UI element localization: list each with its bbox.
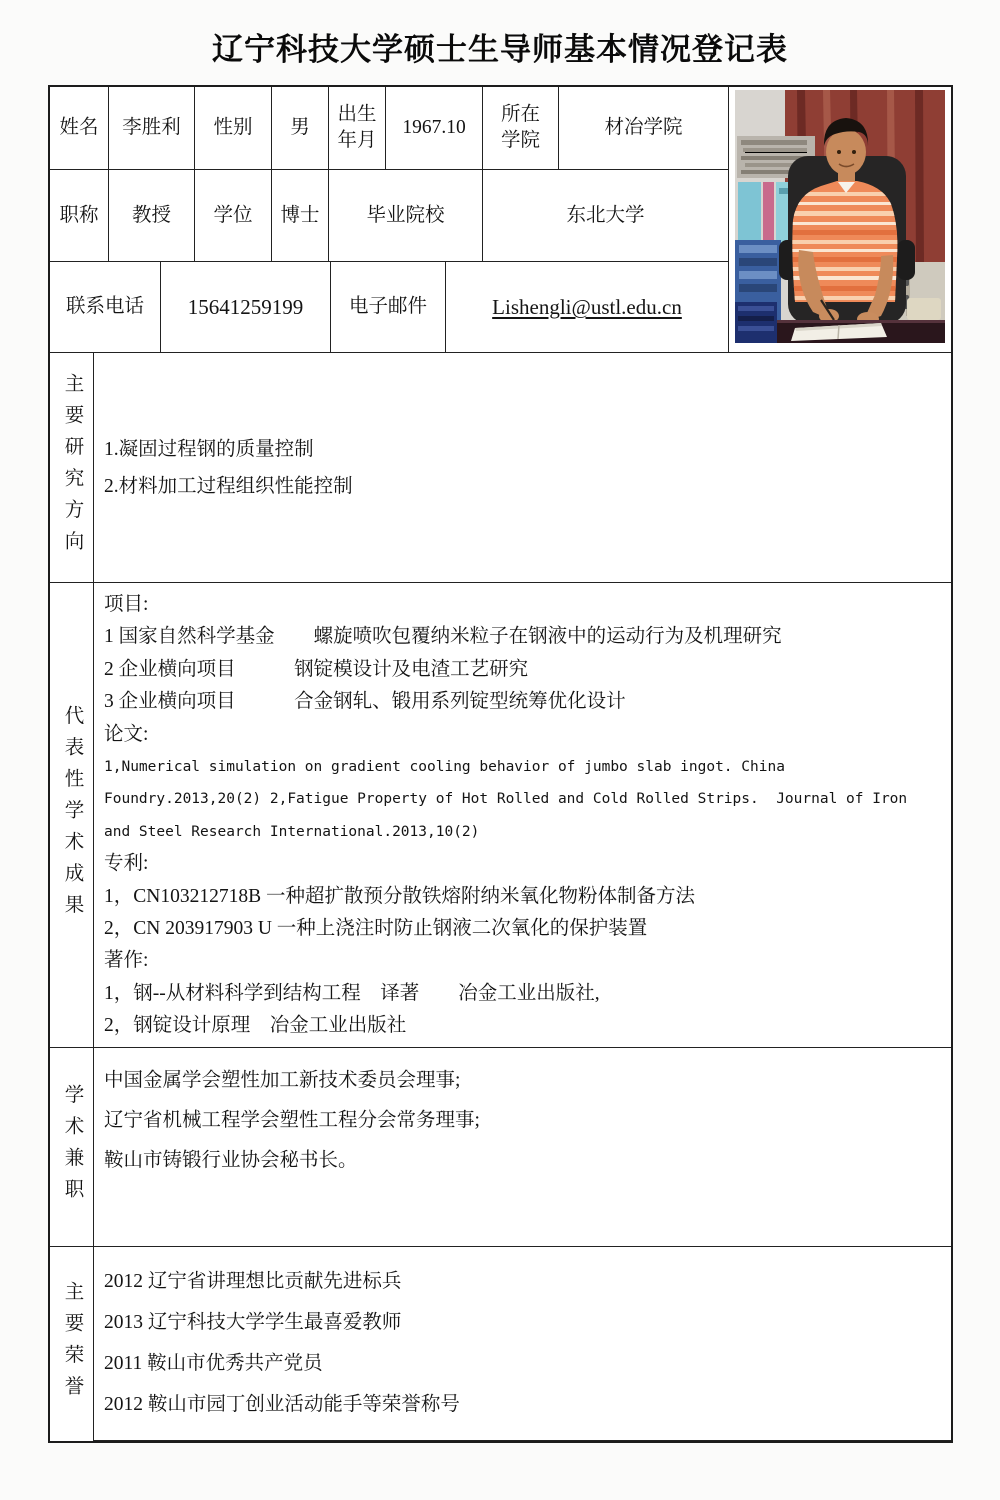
degree-value: 博士 bbox=[272, 170, 329, 262]
phone-label: 联系电话 bbox=[50, 262, 161, 353]
school-value: 东北大学 bbox=[483, 170, 729, 262]
phone-value: 15641259199 bbox=[161, 262, 331, 353]
email-value bbox=[446, 262, 729, 353]
college-value: 材冶学院 bbox=[559, 87, 729, 170]
email-label: 电子邮件 bbox=[331, 262, 446, 353]
birth-label: 出生年月 bbox=[329, 87, 386, 170]
text-line: 2012 辽宁省讲理想比贡献先进标兵 bbox=[104, 1271, 402, 1292]
text-line: 2012 鞍山市园丁创业活动能手等荣誉称号 bbox=[104, 1394, 460, 1415]
text-line: 鞍山市铸锻行业协会秘书长。 bbox=[104, 1150, 358, 1171]
gender-value: 男 bbox=[272, 87, 329, 170]
degree-label: 学位 bbox=[195, 170, 272, 262]
text-line: 1 国家自然科学基金 螺旋喷吹包覆纳米粒子在钢液中的运动行为及机理研究 bbox=[104, 626, 782, 648]
text-line: 1，钢--从材料科学到结构工程 译著 冶金工业出版社, bbox=[104, 982, 600, 1004]
page-title: 辽宁科技大学硕士生导师基本情况登记表 bbox=[212, 32, 788, 67]
text-line: 辽宁省机械工程学会塑性工程分会常务理事; bbox=[104, 1110, 480, 1131]
text-line: 专利: bbox=[104, 853, 149, 875]
achievements-section-label: 代表性学术成果 bbox=[50, 583, 94, 1048]
text-line: 2013 辽宁科技大学学生最喜爱教师 bbox=[104, 1312, 402, 1333]
title-label: 职称 bbox=[50, 170, 109, 262]
photo-cell bbox=[729, 87, 951, 353]
text-line: 2.材料加工过程组织性能控制 bbox=[104, 475, 353, 497]
text-line: 项目: bbox=[104, 594, 149, 615]
text-line: 著作: bbox=[104, 950, 149, 972]
school-label: 毕业院校 bbox=[329, 170, 483, 262]
achievements-section-content bbox=[94, 583, 951, 1048]
tissue-box bbox=[907, 298, 941, 320]
positions-section-content bbox=[94, 1048, 951, 1247]
honors-section-label: 主要荣誉 bbox=[50, 1247, 94, 1441]
college-label: 所在学院 bbox=[483, 87, 559, 170]
registration-table bbox=[48, 85, 953, 1443]
honors-section-content bbox=[94, 1247, 951, 1441]
gender-label: 性别 bbox=[195, 87, 272, 170]
email-link[interactable]: Lishengli@ustl.edu.cn bbox=[492, 295, 682, 319]
text-line: 论文: bbox=[104, 723, 149, 745]
research-section-label: 主要研究方向 bbox=[50, 353, 94, 583]
text-line: 1，CN103212718B 一种超扩散预分散铁熔附纳米氧化物粉体制备方法 bbox=[104, 885, 695, 907]
text-line: 2 企业横向项目 钢锭模设计及电渣工艺研究 bbox=[104, 658, 529, 680]
text-line: 1.凝固过程钢的质量控制 bbox=[104, 438, 314, 460]
positions-section-label: 学术兼职 bbox=[50, 1048, 94, 1247]
text-line: Foundry.2013,20(2) 2,Fatigue Property of Hot Rolled and Cold Rolled Strips. Journal of Iron bbox=[104, 791, 908, 808]
text-line: 1,Numerical simulation on gradient cooling behavior of jumbo slab ingot. China bbox=[104, 759, 785, 776]
text-line: 2，CN 203917903 U 一种上浇注时防止钢液二次氧化的保护装置 bbox=[104, 918, 648, 940]
text-line: 2，钢锭设计原理 冶金工业出版社 bbox=[104, 1015, 407, 1037]
title-value: 教授 bbox=[109, 170, 195, 262]
text-line: 2011 鞍山市优秀共产党员 bbox=[104, 1353, 323, 1374]
desk-books bbox=[735, 302, 777, 343]
text-line: 中国金属学会塑性加工新技术委员会理事; bbox=[104, 1070, 461, 1091]
name-label: 姓名 bbox=[50, 87, 109, 170]
supervisor-photo bbox=[735, 90, 945, 343]
name-value: 李胜利 bbox=[109, 87, 195, 170]
birth-value: 1967.10 bbox=[386, 87, 483, 170]
research-section-content bbox=[94, 353, 951, 583]
text-line: 3 企业横向项目 合金钢轧、锻用系列锭型统筹优化设计 bbox=[104, 691, 626, 713]
text-line: and Steel Research International.2013,10(2) bbox=[104, 823, 480, 840]
